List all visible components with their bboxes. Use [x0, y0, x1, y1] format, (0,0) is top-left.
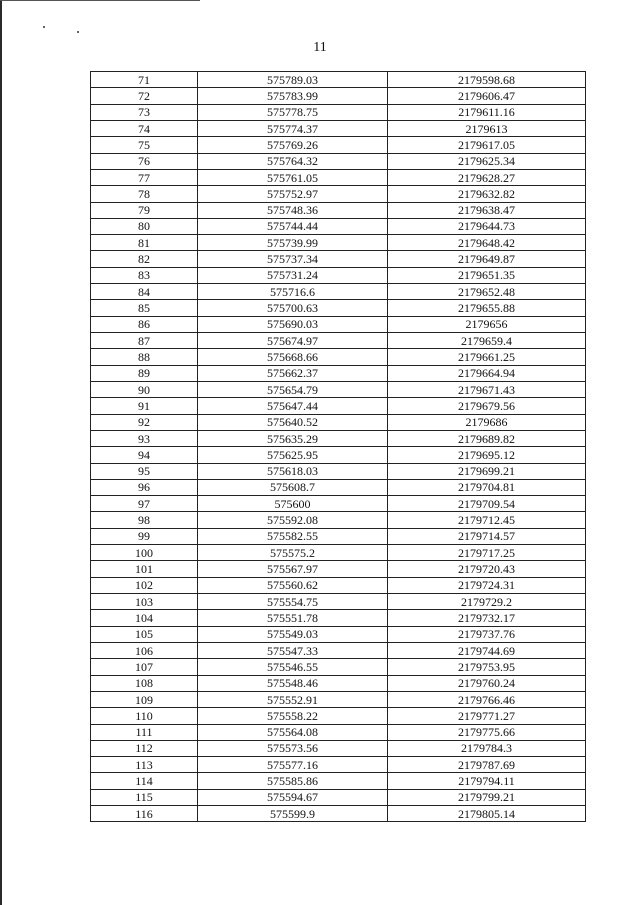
table-row	[91, 72, 586, 88]
y-coordinate-cell: 2179729.2	[388, 594, 586, 610]
y-coordinate-cell: 2179775.66	[388, 724, 586, 740]
point-number-cell: 99	[91, 528, 198, 544]
x-coordinate-cell: 575618.03	[198, 463, 388, 479]
x-coordinate-cell: 575600	[198, 496, 388, 512]
table-row	[91, 284, 586, 300]
point-number-cell: 73	[91, 104, 198, 120]
table-row	[91, 398, 586, 414]
table-row	[91, 659, 586, 675]
table-row	[91, 218, 586, 234]
point-number-cell: 81	[91, 235, 198, 251]
scan-speck	[77, 31, 79, 33]
x-coordinate-cell: 575577.16	[198, 757, 388, 773]
x-coordinate-cell: 575674.97	[198, 333, 388, 349]
table-row	[91, 757, 586, 773]
x-coordinate-cell: 575744.44	[198, 218, 388, 234]
x-coordinate-cell: 575551.78	[198, 610, 388, 626]
y-coordinate-cell: 2179632.82	[388, 186, 586, 202]
point-number-cell: 74	[91, 120, 198, 136]
x-coordinate-cell: 575737.34	[198, 251, 388, 267]
table-row	[91, 447, 586, 463]
point-number-cell: 92	[91, 414, 198, 430]
point-number-cell: 79	[91, 202, 198, 218]
scan-border-top	[0, 0, 200, 1]
table-row	[91, 642, 586, 658]
y-coordinate-cell: 2179753.95	[388, 659, 586, 675]
table-row	[91, 577, 586, 593]
point-number-cell: 110	[91, 708, 198, 724]
point-number-cell: 112	[91, 740, 198, 756]
x-coordinate-cell: 575554.75	[198, 594, 388, 610]
table-row	[91, 235, 586, 251]
x-coordinate-cell: 575690.03	[198, 316, 388, 332]
point-number-cell: 76	[91, 153, 198, 169]
y-coordinate-cell: 2179686	[388, 414, 586, 430]
point-number-cell: 106	[91, 642, 198, 658]
point-number-cell: 93	[91, 430, 198, 446]
y-coordinate-cell: 2179649.87	[388, 251, 586, 267]
point-number-cell: 98	[91, 512, 198, 528]
table-row	[91, 789, 586, 805]
y-coordinate-cell: 2179695.12	[388, 447, 586, 463]
x-coordinate-cell: 575560.62	[198, 577, 388, 593]
table-row	[91, 169, 586, 185]
table-row	[91, 512, 586, 528]
table-row	[91, 528, 586, 544]
y-coordinate-cell: 2179651.35	[388, 267, 586, 283]
table-row	[91, 594, 586, 610]
point-number-cell: 88	[91, 349, 198, 365]
coordinates-table	[90, 71, 586, 822]
scan-speck	[43, 26, 45, 28]
x-coordinate-cell: 575739.99	[198, 235, 388, 251]
y-coordinate-cell: 2179661.25	[388, 349, 586, 365]
table-row	[91, 626, 586, 642]
point-number-cell: 89	[91, 365, 198, 381]
x-coordinate-cell: 575564.08	[198, 724, 388, 740]
y-coordinate-cell: 2179648.42	[388, 235, 586, 251]
x-coordinate-cell: 575748.36	[198, 202, 388, 218]
point-number-cell: 94	[91, 447, 198, 463]
y-coordinate-cell: 2179709.54	[388, 496, 586, 512]
x-coordinate-cell: 575552.91	[198, 691, 388, 707]
x-coordinate-cell: 575778.75	[198, 104, 388, 120]
table-row	[91, 365, 586, 381]
x-coordinate-cell: 575547.33	[198, 642, 388, 658]
table-row	[91, 381, 586, 397]
point-number-cell: 86	[91, 316, 198, 332]
y-coordinate-cell: 2179760.24	[388, 675, 586, 691]
x-coordinate-cell: 575546.55	[198, 659, 388, 675]
y-coordinate-cell: 2179625.34	[388, 153, 586, 169]
table-row	[91, 496, 586, 512]
table-row	[91, 463, 586, 479]
y-coordinate-cell: 2179628.27	[388, 169, 586, 185]
point-number-cell: 101	[91, 561, 198, 577]
table-row	[91, 202, 586, 218]
table-row	[91, 708, 586, 724]
table-row	[91, 724, 586, 740]
y-coordinate-cell: 2179617.05	[388, 137, 586, 153]
x-coordinate-cell: 575558.22	[198, 708, 388, 724]
table-row	[91, 153, 586, 169]
table-row	[91, 349, 586, 365]
y-coordinate-cell: 2179638.47	[388, 202, 586, 218]
y-coordinate-cell: 2179611.16	[388, 104, 586, 120]
x-coordinate-cell: 575783.99	[198, 88, 388, 104]
table-row	[91, 186, 586, 202]
point-number-cell: 87	[91, 333, 198, 349]
point-number-cell: 82	[91, 251, 198, 267]
point-number-cell: 78	[91, 186, 198, 202]
x-coordinate-cell: 575575.2	[198, 545, 388, 561]
x-coordinate-cell: 575764.32	[198, 153, 388, 169]
point-number-cell: 111	[91, 724, 198, 740]
y-coordinate-cell: 2179805.14	[388, 806, 586, 822]
point-number-cell: 102	[91, 577, 198, 593]
x-coordinate-cell: 575640.52	[198, 414, 388, 430]
y-coordinate-cell: 2179799.21	[388, 789, 586, 805]
x-coordinate-cell: 575789.03	[198, 72, 388, 88]
x-coordinate-cell: 575594.67	[198, 789, 388, 805]
table-row	[91, 267, 586, 283]
x-coordinate-cell: 575549.03	[198, 626, 388, 642]
point-number-cell: 116	[91, 806, 198, 822]
y-coordinate-cell: 2179655.88	[388, 300, 586, 316]
x-coordinate-cell: 575769.26	[198, 137, 388, 153]
y-coordinate-cell: 2179766.46	[388, 691, 586, 707]
table-row	[91, 740, 586, 756]
y-coordinate-cell: 2179664.94	[388, 365, 586, 381]
x-coordinate-cell: 575752.97	[198, 186, 388, 202]
x-coordinate-cell: 575585.86	[198, 773, 388, 789]
y-coordinate-cell: 2179613	[388, 120, 586, 136]
scan-border-left	[0, 0, 2, 905]
x-coordinate-cell: 575731.24	[198, 267, 388, 283]
y-coordinate-cell: 2179679.56	[388, 398, 586, 414]
point-number-cell: 71	[91, 72, 198, 88]
x-coordinate-cell: 575761.05	[198, 169, 388, 185]
y-coordinate-cell: 2179656	[388, 316, 586, 332]
table-row	[91, 610, 586, 626]
point-number-cell: 85	[91, 300, 198, 316]
x-coordinate-cell: 575548.46	[198, 675, 388, 691]
point-number-cell: 96	[91, 479, 198, 495]
y-coordinate-cell: 2179659.4	[388, 333, 586, 349]
point-number-cell: 95	[91, 463, 198, 479]
table-row	[91, 333, 586, 349]
table-row	[91, 137, 586, 153]
y-coordinate-cell: 2179704.81	[388, 479, 586, 495]
point-number-cell: 104	[91, 610, 198, 626]
y-coordinate-cell: 2179744.69	[388, 642, 586, 658]
point-number-cell: 75	[91, 137, 198, 153]
x-coordinate-cell: 575700.63	[198, 300, 388, 316]
point-number-cell: 103	[91, 594, 198, 610]
table-row	[91, 561, 586, 577]
y-coordinate-cell: 2179794.11	[388, 773, 586, 789]
x-coordinate-cell: 575592.08	[198, 512, 388, 528]
x-coordinate-cell: 575573.56	[198, 740, 388, 756]
table-row	[91, 691, 586, 707]
point-number-cell: 113	[91, 757, 198, 773]
y-coordinate-cell: 2179720.43	[388, 561, 586, 577]
x-coordinate-cell: 575599.9	[198, 806, 388, 822]
table-row	[91, 414, 586, 430]
y-coordinate-cell: 2179724.31	[388, 577, 586, 593]
table-row	[91, 300, 586, 316]
x-coordinate-cell: 575774.37	[198, 120, 388, 136]
point-number-cell: 107	[91, 659, 198, 675]
x-coordinate-cell: 575654.79	[198, 381, 388, 397]
y-coordinate-cell: 2179714.57	[388, 528, 586, 544]
table-row	[91, 545, 586, 561]
table-row	[91, 316, 586, 332]
y-coordinate-cell: 2179771.27	[388, 708, 586, 724]
point-number-cell: 109	[91, 691, 198, 707]
table-row	[91, 479, 586, 495]
table-row	[91, 251, 586, 267]
x-coordinate-cell: 575662.37	[198, 365, 388, 381]
point-number-cell: 90	[91, 381, 198, 397]
x-coordinate-cell: 575668.66	[198, 349, 388, 365]
x-coordinate-cell: 575635.29	[198, 430, 388, 446]
point-number-cell: 77	[91, 169, 198, 185]
table-row	[91, 120, 586, 136]
x-coordinate-cell: 575716.6	[198, 284, 388, 300]
y-coordinate-cell: 2179671.43	[388, 381, 586, 397]
table-row	[91, 806, 586, 822]
y-coordinate-cell: 2179606.47	[388, 88, 586, 104]
y-coordinate-cell: 2179652.48	[388, 284, 586, 300]
point-number-cell: 83	[91, 267, 198, 283]
point-number-cell: 108	[91, 675, 198, 691]
point-number-cell: 72	[91, 88, 198, 104]
y-coordinate-cell: 2179737.76	[388, 626, 586, 642]
x-coordinate-cell: 575647.44	[198, 398, 388, 414]
point-number-cell: 114	[91, 773, 198, 789]
page-number: 11	[313, 40, 327, 55]
table-row	[91, 104, 586, 120]
table-row	[91, 675, 586, 691]
point-number-cell: 100	[91, 545, 198, 561]
point-number-cell: 115	[91, 789, 198, 805]
point-number-cell: 97	[91, 496, 198, 512]
y-coordinate-cell: 2179717.25	[388, 545, 586, 561]
table-row	[91, 430, 586, 446]
point-number-cell: 105	[91, 626, 198, 642]
y-coordinate-cell: 2179784.3	[388, 740, 586, 756]
y-coordinate-cell: 2179699.21	[388, 463, 586, 479]
x-coordinate-cell: 575582.55	[198, 528, 388, 544]
point-number-cell: 84	[91, 284, 198, 300]
point-number-cell: 80	[91, 218, 198, 234]
point-number-cell: 91	[91, 398, 198, 414]
x-coordinate-cell: 575625.95	[198, 447, 388, 463]
y-coordinate-cell: 2179712.45	[388, 512, 586, 528]
x-coordinate-cell: 575567.97	[198, 561, 388, 577]
y-coordinate-cell: 2179598.68	[388, 72, 586, 88]
table-row	[91, 88, 586, 104]
y-coordinate-cell: 2179689.82	[388, 430, 586, 446]
y-coordinate-cell: 2179644.73	[388, 218, 586, 234]
table-row	[91, 773, 586, 789]
y-coordinate-cell: 2179787.69	[388, 757, 586, 773]
coordinates-table-body	[91, 72, 586, 822]
x-coordinate-cell: 575608.7	[198, 479, 388, 495]
y-coordinate-cell: 2179732.17	[388, 610, 586, 626]
